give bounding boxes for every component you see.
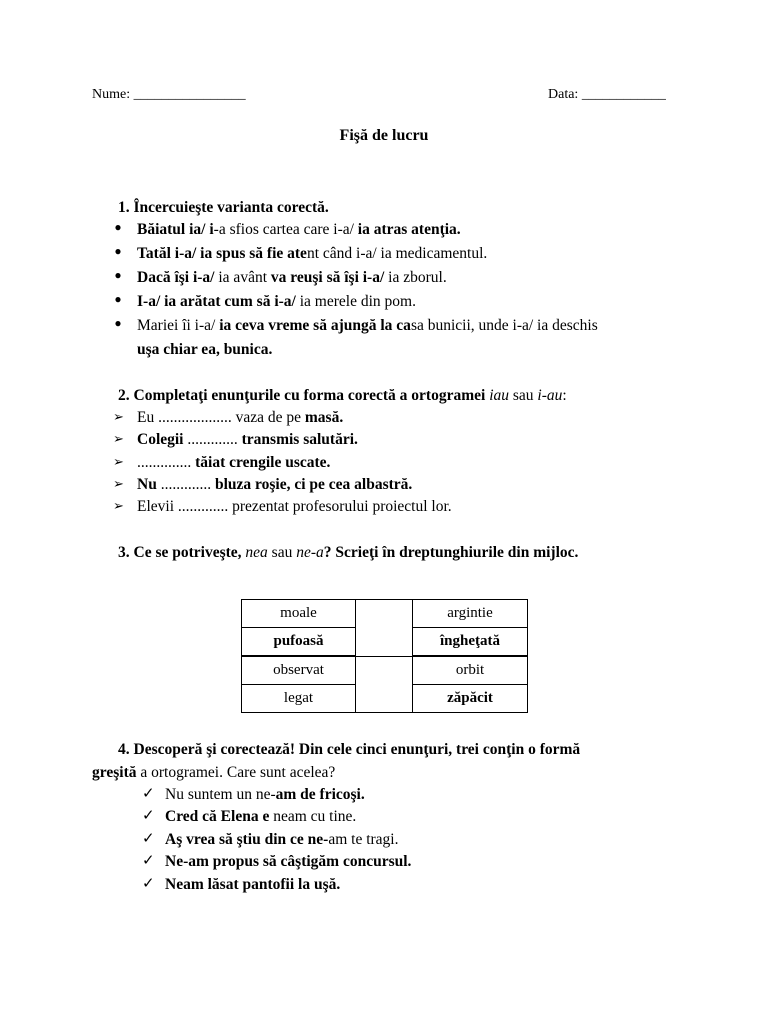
checkmark-icon: ✓ xyxy=(142,786,155,802)
exercise-1-heading: 1. Încercuieşte varianta corectă. xyxy=(118,199,329,216)
arrow-bullet-icon: ➢ xyxy=(113,498,124,513)
ex2-item-4: Nu ............. bluza roşie, ci pe cea albastră. xyxy=(137,476,413,493)
exercise-4-heading: 4. Descoperă şi corectează! Din cele cinci enunţuri, trei conţin o formă xyxy=(118,741,581,758)
checkmark-icon: ✓ xyxy=(142,876,155,892)
checkmark-icon: ✓ xyxy=(142,831,155,847)
ex4-item-2: Cred că Elena e neam cu tine. xyxy=(165,808,357,825)
exercise-4-heading-continued: greşită a ortogramei. Care sunt acelea? xyxy=(92,764,336,781)
ex1-item-1: Băiatul ia/ i-a sfios cartea care i-a/ ia atras atenţia. xyxy=(137,221,461,238)
ex2-item-1: Eu ................... vaza de pe masă. xyxy=(137,409,344,426)
ex4-item-5: Neam lăsat pantofii la uşă. xyxy=(165,876,341,893)
ex2-item-2: Colegii ............. transmis salutări. xyxy=(137,431,358,448)
ex1-item-2: Tatăl i-a/ ia spus să fie atent când i-a/ ia medicamentul. xyxy=(137,245,488,262)
bullet-icon: ● xyxy=(114,220,122,234)
left-word-cell: moale xyxy=(242,600,356,628)
ex2-item-5: Elevii ............. prezentat profesorului proiectul lor. xyxy=(137,498,452,515)
right-word-cell: îngheţată xyxy=(413,628,528,657)
date-field-label: Data: ____________ xyxy=(548,87,666,102)
ex4-item-4: Ne-am propus să câştigăm concursul. xyxy=(165,853,412,870)
answer-box-nea[interactable] xyxy=(356,600,413,657)
arrow-bullet-icon: ➢ xyxy=(113,431,124,446)
ex4-item-3: Aş vrea să ştiu din ce ne-am te tragi. xyxy=(165,831,399,848)
word-match-table xyxy=(241,599,528,713)
right-word-cell: orbit xyxy=(413,656,528,685)
ex1-item-3: Dacă îşi i-a/ ia avânt va reuşi să îşi i-a/ ia zborul. xyxy=(137,269,447,286)
right-word-cell: argintie xyxy=(413,600,528,628)
left-word-cell: observat xyxy=(242,656,356,685)
right-word-cell: zăpăcit xyxy=(413,685,528,713)
ex1-item-5-continued: uşa chiar ea, bunica. xyxy=(137,341,273,358)
left-word-cell: legat xyxy=(242,685,356,713)
arrow-bullet-icon: ➢ xyxy=(113,454,124,469)
bullet-icon: ● xyxy=(114,316,122,330)
ex1-item-5: Mariei îi i-a/ ia ceva vreme să ajungă la casa bunicii, unde i-a/ ia deschis xyxy=(137,317,598,334)
exercise-2-heading: 2. Completaţi enunţurile cu forma corectă a ortogramei iau sau i-au: xyxy=(118,387,567,404)
bullet-icon: ● xyxy=(114,244,122,258)
checkmark-icon: ✓ xyxy=(142,808,155,824)
name-field-label: Nume: ________________ xyxy=(92,87,246,102)
ex2-item-3: .............. tăiat crengile uscate. xyxy=(137,454,331,471)
table-row xyxy=(242,656,528,685)
table-row xyxy=(242,600,528,628)
checkmark-icon: ✓ xyxy=(142,853,155,869)
left-word-cell: pufoasă xyxy=(242,628,356,657)
answer-box-ne-a[interactable] xyxy=(356,656,413,713)
ex4-item-1: Nu suntem un ne-am de fricoşi. xyxy=(165,786,365,803)
page-title: Fişă de lucru xyxy=(339,127,429,144)
exercise-3-heading: 3. Ce se potriveşte, nea sau ne-a? Scrieţi în dreptunghiurile din mijloc. xyxy=(118,544,579,561)
bullet-icon: ● xyxy=(114,292,122,306)
arrow-bullet-icon: ➢ xyxy=(113,409,124,424)
arrow-bullet-icon: ➢ xyxy=(113,476,124,491)
bullet-icon: ● xyxy=(114,268,122,282)
ex1-item-4: I-a/ ia arătat cum să i-a/ ia merele din pom. xyxy=(137,293,416,310)
